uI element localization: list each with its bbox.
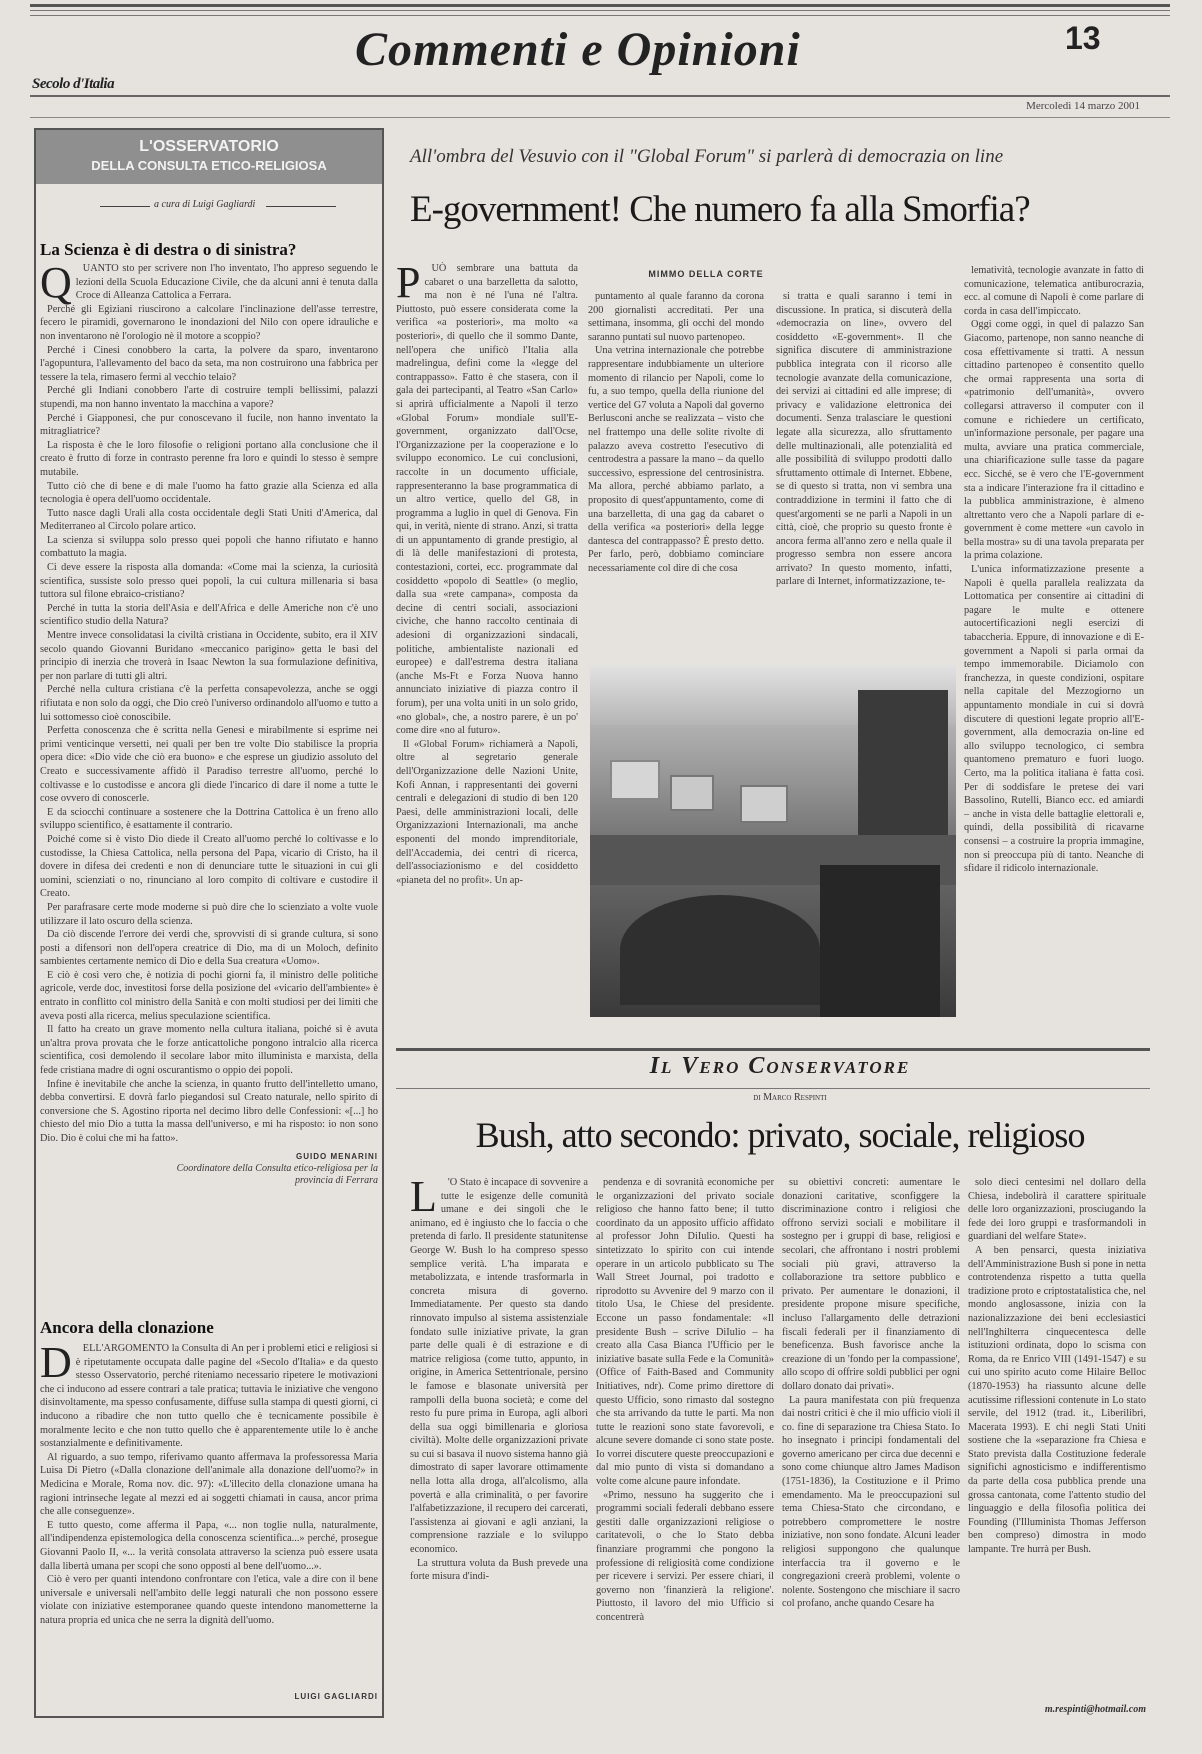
paragraph: La risposta è che le loro filosofie o religioni portano alla conclusione che il creato è frutto di forze in contrasto perenne fra loro e quindi lo stesso è sempre mutabile. — [40, 439, 378, 478]
main-col-1 — [396, 262, 578, 1032]
paragraph: La paura manifestata con più frequenza dai nostri critici è che il mio ufficio violi il co. fine di separazione tra Chiesa Stato. Io ho insegnato i principi fondamentali del governo americano per circa due decenni e sono come chiunque altro James Madison (1751-1836), la Costituzione e il Primo emendamento. Ma le preoccupazioni sul tema Chiesa-Stato che circondano, e potrebbero compromettere le nostre iniziative, non sono fondate. Alcuni leader religiosi suppongono che qualunque interfaccia tra il governo e le congregazioni creerà problemi, volente o nolente. Sostengono che mischiare il sacro col profano, anche quando Cesare ha — [782, 1394, 960, 1610]
paragraph: La struttura voluta da Bush prevede una forte misura d'indi- — [410, 1557, 588, 1583]
article-headline: La Scienza è di destra o di sinistra? — [40, 240, 297, 259]
dropcap: Q — [40, 262, 72, 307]
paragraph: Perché i Giapponesi, che pur conoscevano il fucile, non hanno inventato la mitragliatrice? — [40, 412, 378, 438]
paragraph: «Primo, nessuno ha suggerito che i programmi sociali federali debbano essere gestiti dalle organizzazioni religiose o caritatevoli, o che lo Stato debba finanziare programmi che pongono la professione di religiosità come condizione per ricevere i servizi. Per essere chiari, il governo non 'finanzierà la religione'. Piuttosto, il lavoro del mio Ufficio si concentrerà — [596, 1489, 774, 1623]
paragraph: puntamento al quale faranno da corona 200 giornalisti accreditati. Per una settimana, insomma, gli occhi del mondo saranno puntati sul nuovo partenopeo. — [588, 291, 764, 343]
conservatore-banner — [560, 1053, 1000, 1083]
paragraph: E da sciocchi continuare a sostenere che la Dottrina Cattolica è un freno allo sviluppo scientifico, è esattamente il contrario. — [40, 806, 378, 832]
paragraph: Il fatto ha creato un grave momento nella cultura italiana, poiché si è avuta un'altra prova provata che le forze anticattoliche pongono intralcio alla ricerca scientifica, così demolendo il secolare labor mito illuminista e marxista, della fede cristiana madre di ogni oscurantismo o oppio dei popoli. — [40, 1024, 378, 1077]
bottom-col-1 — [410, 1176, 588, 1721]
paragraph: A ben pensarci, questa iniziativa dell'Amministrazione Bush si pone in netta controtendenza rispetto a tutta quella tradizione proto e criptostatalistica che, nel mondo anglosassone, inizia con la nazionalizzazione dei beni ecclesiastici nell'Inghilterra cinquecentesca delle istituzioni ordinata, dopo lo scisma con Roma, da re Enrico VIII (1491-1547) e su cui uno spirito acuto come Hilaire Belloc (1870-1953) ha riassunto alcune delle acutissime riflessioni contenute in Lo stato servile, del 1912 (trad. it., Liberilibri, Macerata 1993). E chi negli Stati Uniti sostiene che la «separazione fra Chiesa e Stato prevista dalla Costituzione federale significhi agnosticismo e indifferentismo da parte della cosa pubblica prende una grossa cantonata, come l'attento studio del linguaggio e della filosofia politica dei Founding (l'Illuminista Thomas Jefferson ben compreso) dimostra in modo lampante. Tre hurrà per Bush. — [968, 1244, 1146, 1556]
paragraph: Perfetta conoscenza che è scritta nella Genesi e mirabilmente si esprime nei primi venticinque versetti, nei quali per ben tre volte Dio stabilisce la propria opera dice: «Dio vide che ciò era buono» e che esprese un giudizio assoluto del Creato e successivamente affidò il Paradiso terrestre all'uomo, perché lo coltivasse e lo custodisse e ancora gli diede l'incarico di dare il nome a tutte le cose ovvero di conoscerle. — [40, 725, 378, 805]
paragraph: Tutto nasce dagli Urali alla costa occidentale degli Stati Uniti d'America, dal Mediterraneo al Circolo polare artico. — [40, 507, 378, 533]
article-body — [40, 1342, 378, 1682]
page-number: 13 — [1065, 20, 1101, 56]
masthead: Secolo d'Italia — [32, 76, 115, 92]
main-col-2 — [588, 290, 764, 652]
main-col-4 — [964, 264, 1144, 1032]
byline: di Marco Respinti — [753, 1092, 827, 1103]
paragraph: UANTO sto per scrivere non l'ho inventato, l'ho appreso seguendo le lezioni della Scuola Educazione Civile, che da alcuni anni è tenuta dalla Croce di Alleanza Cattolica a Ferrara. — [75, 263, 378, 302]
bottom-col-4 — [968, 1176, 1146, 1702]
paragraph: Perché nella cultura cristiana c'è la perfetta consapevolezza, anche se oggi rifiutata e non solo da oggi, che Dio creò l'universo ordinandolo all'uomo e tutto a lui sottomesso cioè conoscibile. — [40, 684, 378, 723]
main-kicker: All'ombra del Vesuvio con il "Global Forum" si parlerà di democrazia on line — [410, 146, 1004, 167]
paragraph: Poiché come si è visto Dio diede il Creato all'uomo perché lo coltivasse e lo custodisse, la Chiesa Cattolica, nella persona del Papa, vicario di Cristo, ha il dovere in difesa dei credenti e non di denunciare tutte le situazioni in cui gli uomini, scienziati o no, rinunciano al loro compito di coltivare e custodire il Creato. — [40, 833, 378, 900]
main-headline: E-government! Che numero fa alla Smorfia? — [410, 189, 1030, 230]
paragraph: solo dieci centesimi nel dollaro della Chiesa, indebolirà il carattere spirituale delle loro organizzazioni, prosciugando la fede dei loro gruppi e trasformandoli in guardiani del welfare State». — [968, 1177, 1146, 1243]
bottom-col-2 — [596, 1176, 774, 1721]
bottom-col-3 — [782, 1176, 960, 1721]
paragraph: L'unica informatizzazione presente a Napoli è quella parallela realizzata da Lottomatica per consentire ai cittadini di pagare le multe e ottenere autocertificazioni negli esercizi di tabaccheria. Eppure, di innovazione e di E-government a Napoli si parla ormai da tempo immemorabile. Diciamolo con franchezza, in queste condizioni, ospitare nella capitale del Mezzogiorno un appuntamento mondiale in cui si dovrà discutere di questioni legate proprio all'E-government, alla democrazia on-line ed allo sviluppo tecnologico, ci sembra quantomeno prematuro e fuori luogo. Certo, ma la politica italiana è fatta così. Per di soddisfare le pretese dei vari Bassolino, Rutelli, Bianco ecc. ed amiardi – anche in vista delle battaglie elettorali e, quindi, della possibilità di ricavarne consensi – a costruire la propria immagine, non si preoccupa più di tanto. Neanche di sfidare il ridicolo internazionale. — [964, 564, 1144, 875]
main-col-3 — [776, 290, 952, 652]
curator: a cura di Luigi Gagliardi — [150, 199, 259, 210]
signature: GUIDO MENARINI — [296, 1151, 378, 1161]
paragraph: Il «Global Forum» richiamerà a Napoli, oltre al segretario generale dell'Organizzazione delle Nazioni Unite, Kofi Annan, i rappresentanti dei governi centrali e delegazioni di studio di ben 120 Paesi, delle amministrazioni locali, delle Organizzazioni Internazionali, ma anche esponenti del mondo imprenditoriale, dell'Accademia, dei centri di ricerca, dell'associazionismo e del cosiddetto «pianeta del no profit». Un ap- — [396, 738, 578, 886]
paragraph: E tutto questo, come afferma il Papa, «... non toglie nulla, naturalmente, all'indipendenza epistemologica della conoscenza scientifica...» perché, prosegue Giovanni Paolo II, «... la verità consolata attraverso la scienza può essere usata dalla libertà umana per scopi che sono opposti al bene dell'uomo...». — [40, 1519, 378, 1572]
paragraph: Perché i Cinesi conobbero la carta, la polvere da sparo, inventarono l'agopuntura, l'allevamento del baco da seta, ma non costruirono una fabbrica per tessere la tela, rimasero fermi al vecchio telaio? — [40, 344, 378, 383]
section-title-text: Commenti e Opinioni — [355, 23, 801, 76]
paragraph: 'O Stato è incapace di sovvenire a tutte le esigenze delle comunità umane e dei singoli che le animano, ed è ingiusto che lo faccia o che pretenda di farlo. Il presidente statunitense George W. Bush lo ha compreso spesso semplice verità. L'ha imparata e metabolizzata, e intende trasformarla in concreta misura di governo. Immediatamente. Per questo sta dando rinnovato impulso al sistema assistenziale fondato sulle iniziative private, la gran parte delle quali è di estrazione e di matrice religiosa (come tutto, appunto, in origine, in America Settentrionale, persino le famose e blasonate università per rampolli della buona società; e come del resto fu pure prima in Europa, agli albori della sua oggi bimillenaria e gloriosa civiltà). Molte delle organizzazioni private su cui si basava il nuovo sistema hanno già dimostrato di saper lavorare ottimamente nella lotta alla droga, all'alcolismo, alla povertà e alla criminalità, o per favorire l'alfabetizzazione, il recupero dei carcerati, l'assistenza ai giovani e agli anziani, la comprensione razziale e lo sviluppo economico. — [410, 1177, 588, 1556]
paragraph: Per parafrasare certe mode moderne si può dire che lo scienziato a volte vuole utilizzare il lato oscuro della scienza. — [40, 901, 378, 927]
paragraph: Una vetrina internazionale che potrebbe rappresentare indubbiamente un ulteriore momento di rilancio per Napoli, come lo fu, a suo tempo, quella della riunione del vertice del G7 voluta a Napoli dal governo Berlusconi anche se realizzata – visto che nel frattempo una delle solite rivolte di palazzo aveva costretto l'esecutivo di centrodestra a passare la mano – da quello successivo, espressione del centrosinistra. Ma allora, perché abbiamo parlato, a proposito di quest'appuntamento, come di una barzelletta, di una gag da cabaret o della verifica «a posteriori» della legge dantesca del contrappasso? È presto detto. Per farlo, però, dobbiamo cominciare necessariamente col dire di che cosa — [588, 345, 764, 574]
paragraph: Perché gli Egiziani riuscirono a calcolare l'inclinazione dell'asse terrestre, fecero le piramidi, governarono le inondazioni del Nilo con opere idrauliche e non inventarono nè l'orologio nè il motore a scoppio? — [40, 303, 378, 342]
paragraph: UÒ sembrare una battuta da cabaret o una barzelletta da salotto, ma non è né l'una né l'altra. Piuttosto, può essere considerata come la verifica «a posteriori», ma molto «a posteriori», di quello che il sommo Dante, nell'opera che unificò l'Italia alla madrelingua, definì come la «legge del contrappasso». Fatto è che stasera, con il gala dei partecipanti, al Teatro «San Carlo» si aprirà ufficialmente a Napoli il terzo «Global Forum» mondiale sull'E-government, organizzato dall'Ocse, l'Organizzazione per la cooperazione e lo sviluppo economico. Le cui conclusioni, raccolte in un documento ufficiale, rappresenteranno la base programmatica di un altro vertice, quello del G8, in programma a luglio in quel di Genova. Fin qui, in verità, niente di strano. Anzi, si tratta di un appuntamento di grande prestigio, al di là delle manifestazioni di protesta, contestazioni, cortei, ecc. programmate dal cosiddetto «popolo di Seattle» (o meglio, dalla sua «rete campana», composta da decine di centri sociali, associazioni civiche, che hanno raccolto centinaia di adesioni di organizzazioni sindacali, politiche, ambientaliste nazionali ed europee) e dall'estrema destra italiana (anche Ms-Ft e Forza Nuova hanno annunciato iniziative di piazza contro il forum), per una volta uniti in un solo grido, «no global», che, a nostro parere, è un po' come dire «no al futuro». — [396, 263, 578, 737]
signature: LUIGI GAGLIARDI — [294, 1692, 378, 1701]
paragraph: Da ciò discende l'errore dei verdi che, sprovvisti di si grande cultura, si sono posti a difensori non dell'opera creatrice di Dio, ma di un Moloch, definito sambientes certamente nemico di Dio e della Sua creatura «Uomo». — [40, 929, 378, 968]
byline: MIMMO DELLA CORTE — [648, 269, 764, 279]
paragraph: La scienza si sviluppa solo presso quei popoli che hanno rifiutato e hanno combattuto la magia. — [40, 534, 378, 560]
osservatorio-header — [36, 130, 382, 184]
conservatore-title: Il Vero Conservatore — [649, 1053, 911, 1079]
section-title — [355, 12, 825, 88]
paragraph: E ciò è così vero che, è notizia di pochi giorni fa, il ministro delle politiche agricole, verde doc, investitosi forse della posizione del «vicario dell'ambiente» è entrato in conflitto col ministro della Sanità e con molti studiosi per dei limiti che aveva posti alla ricerca, melius speculazione scientifica. — [40, 969, 378, 1022]
dropcap: D — [40, 1342, 72, 1387]
dropcap: P — [396, 262, 421, 307]
date: Mercoledì 14 marzo 2001 — [1026, 100, 1140, 112]
article-body — [40, 262, 378, 1252]
paragraph: Ci deve essere la risposta alla domanda: «Come mai la scienza, la curiosità scientifica, sussiste solo presso quei popoli, la cui cultura millenaria si basa tuttora sul filone ebraico-cristiano? — [40, 562, 378, 601]
paragraph: Oggi come oggi, in quel di palazzo San Giacomo, partenope, non sanno neanche di cosa effettivamente si tratti. A nessun cittadino partenopeo è consentito quello che ormai rappresenta una sorta di «patrimonio dell'umanità», ovvero collegarsi attraverso il computer con il comune e richiedere un certificato, un'informazione personale, per pagare una multa, avviare una pratica commerciale, una chiarificazione sulle tasse da pagare ecc. Sicché, se è vero che l'E-government sta a indicare l'interazione fra il cittadino e la pubblica amministrazione, è almeno altrettanto vero che a Napoli parlare di e-government è come mettere «un cavolo in bella mostra» su di una tavola preparata per la prima colazione. — [964, 319, 1144, 562]
signature-role: Coordinatore della Consulta etico-religiosa per la provincia di Ferrara — [176, 1163, 378, 1187]
paragraph: Perché in tutta la storia dell'Asia e dell'Africa e delle Americhe non c'è uno scientifico studio della Natura? — [40, 602, 378, 628]
dropcap: L — [410, 1176, 437, 1221]
paragraph: Tutto ciò che di bene e di male l'uomo ha fatto grazie alla Scienza ed alla tecnologia è opera dell'uomo occidentale. — [40, 480, 378, 506]
paragraph: ELL'ARGOMENTO la Consulta di An per i problemi etici e religiosi si è ripetutamente occupata dalle pagine del «Secolo d'Italia» e da questo stesso Osservatorio, perché riteniamo necessario ripetere le motivazioni che ci inducono ad essere contrari a tale pratica; tuttavia le iniziative che vengono disinvoltamente, ma spesso confusamente, diffuse sulla stampa di questi giorni, ci inducono a ribadire che non tutto quello che è tecnicamente possibile è moralmente lecito e che non tutto quello che è apparentemente utile lo è anche sostanzialmente e definitivamente. — [40, 1343, 378, 1450]
osservatorio-title: L'OSSERVATORIO — [139, 138, 279, 155]
author-email[interactable]: m.respinti@hotmail.com — [1044, 1704, 1146, 1715]
paragraph: Ciò è vero per quanti intendono confrontare con l'etica, vale a dire con il bene universale e universali nell'ambito delle leggi naturali che non possono essere violate con iniziative estemporanee quando queste intendono manometterne la natura propria ed unica che ne serra la dignità dell'uomo. — [40, 1574, 378, 1626]
paragraph: si tratta e quali saranno i temi in discussione. In pratica, si discuterà della «democrazia on line», ovvero del cosiddetto «E-government». Il che significa discutere di amministrazione pubblica integrata con il ricorso alle tecnologie avanzate della comunicazione, dei servizi ai cittadini ed alle imprese; di privacy e validazione elettronica dei documenti. Senza tralasciare le questioni legate alla sicurezza, allo sfruttamento delle multinazionali, alle potenzialità ed alle possibilità di sviluppo prodotti dallo sfruttamento ottimale di Internet. Ebbene, se di questo si tratta, non vi sembra una contraddizione in termini il fatto che di quest'argomenti se ne parli a Napoli in un città, cioè, che proprio su questo fronte è ancora ferma all'anno zero e nella quale il progresso sembra non essere ancora arrivato? In questo momento, infatti, parlare di Internet, informatizzazione, te- — [776, 291, 952, 588]
paragraph: Perché gli Indiani conobbero l'arte di costruire templi bellissimi, palazzi stupendi, ma non hanno inventato la macchina a vapore? — [40, 385, 378, 410]
paragraph: Al riguardo, a suo tempo, riferivamo quanto affermava la professoressa Maria Luisa Di Pietro («Dalla clonazione dell'animale alla donazione dell'uomo?» in Medicina e Morale, Roma nov. dic. 97): «L'illecito della clonazione umana ha ragioni intrinseche legate al mezzi ed ai soggetti chiamati in causa, ancor prima che alle conseguenze». — [40, 1451, 378, 1518]
article-headline: Ancora della clonazione — [40, 1318, 214, 1337]
paragraph: su obiettivi concreti: aumentare le donazioni caritative, sconfiggere la discriminazione contro i religiosi che offrono servizi sociali e mobilitare il sostegno per i gruppi di base, religiosi e secolari, che affrontano i nostri problemi sociali più gravi, attraverso la collaborazione tra settore pubblico e privato. Per aumentare le donazioni, il presidente propone misure specifiche, incluso l'allargamento delle detrazioni fiscali federali per il finanziamento di beneficenza. Bush favorisce anche la creazione di un 'fondo per la compassione', allo scopo di offrire soldi pubblici per ogni dollaro donato dai privati». — [782, 1177, 960, 1392]
bottom-headline: Bush, atto secondo: privato, sociale, religioso — [475, 1115, 1085, 1155]
paragraph: pendenza e di sovranità economiche per le organizzazioni del privato sociale religioso che hanno fatto bene; il tutto coordinato da un apposito ufficio affidato al professor John DiIulio. Questi ha sintetizzato lo spirito con cui intende operare in un articolo pubblicato su The Wall Street Journal, poi tradotto e riprodotto su Avvenire del 9 marzo con il titolo Usa, le Chiese del presidente. Eccone un passo fondamentale: «Il presidente Bush – scrive DiIulio – ha creato alla Casa Bianca l'Ufficio per le iniziative basate sulla Fede e la Comunità» (Office of Faith-Based and Community Initiatives, ndr). Come primo direttore di questo Ufficio, sono rimasto dal sostegno che sta arrivando da tutte le parti. Ma non tutte le reazioni sono state favorevoli, e alcune severe domande ci sono state poste. Io vorrei discutere queste preoccupazioni e dal mio punto di vista si domandano a volte come alcune paure infondate. — [596, 1177, 774, 1488]
paragraph: lematività, tecnologie avanzate in fatto di comunicazione, telematica antiburocrazia, ecc. al comune di Napoli è come parlare di corda in casa dell'impiccato. — [964, 265, 1144, 317]
newsroom-photo — [590, 665, 956, 1017]
osservatorio-subtitle: DELLA CONSULTA ETICO-RELIGIOSA — [91, 158, 327, 173]
paragraph: Mentre invece consolidatasi la civiltà cristiana in Occidente, subito, era il XIV secolo quando Giovanni Buridano «meccanico parigino» getta le basi del principio di inerzia che troverà in Isaac Newton la sua formulazione definitiva, per non parlare di tutti gli altri. — [40, 630, 378, 682]
paragraph: Infine è inevitabile che anche la scienza, in quanto frutto dell'intelletto umano, debba convertirsi. E dovrà farlo piegandosi sul Creato naturale, nello spirito di conversione che S. Agostino riporta nel decimo libro delle Confessioni: «[...] ho chiesto del mio Dio a tutta la massa dell'universo, e mi ha risposto: io non sono Dio. Dio è colui che mi ha fatto». — [40, 1078, 378, 1144]
